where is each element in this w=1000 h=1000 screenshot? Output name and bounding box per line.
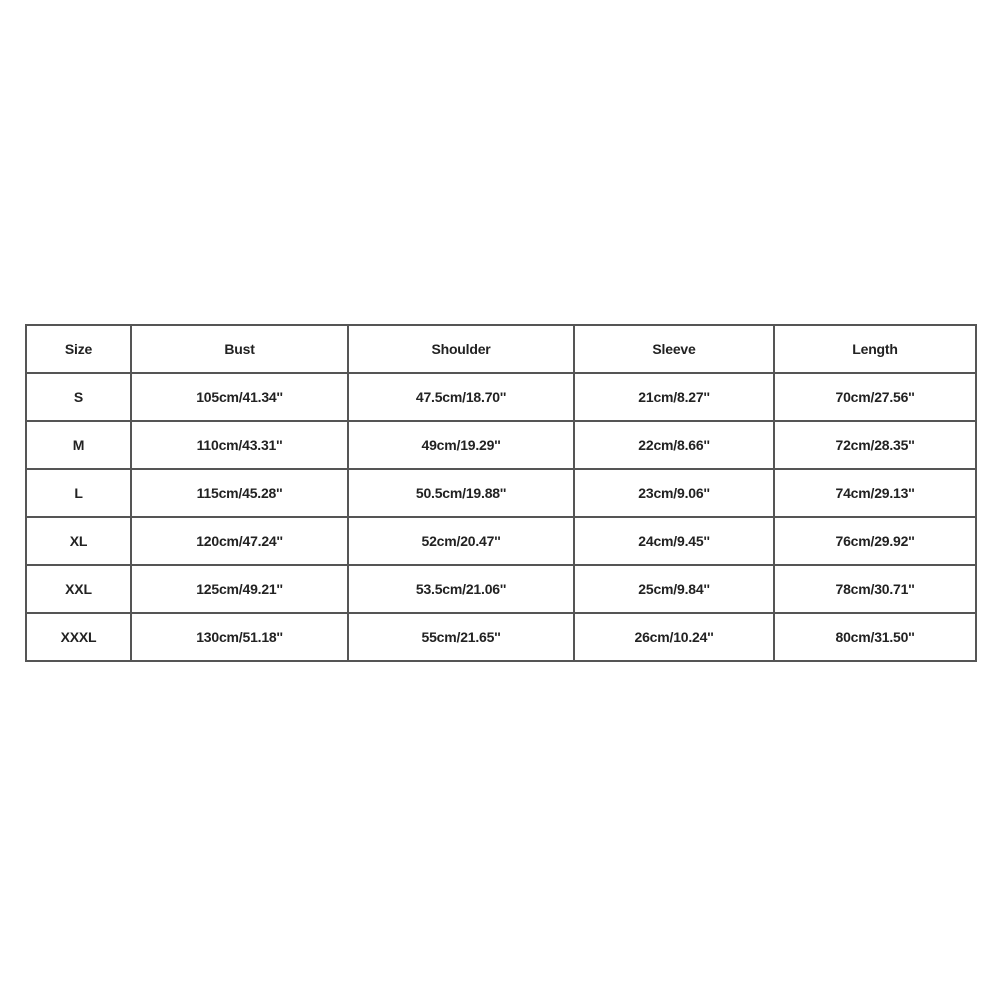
table-row xyxy=(26,565,976,613)
bust-cell: 105cm/41.34'' xyxy=(131,373,348,421)
size-cell: XXXL xyxy=(26,613,131,661)
sleeve-cell: 26cm/10.24'' xyxy=(574,613,774,661)
sleeve-cell: 22cm/8.66'' xyxy=(574,421,774,469)
size-cell: XL xyxy=(26,517,131,565)
table-row xyxy=(26,373,976,421)
column-header-sleeve: Sleeve xyxy=(574,325,774,373)
sleeve-cell: 21cm/8.27'' xyxy=(574,373,774,421)
length-cell: 70cm/27.56'' xyxy=(774,373,976,421)
column-header-bust: Bust xyxy=(131,325,348,373)
size-cell: XXL xyxy=(26,565,131,613)
shoulder-cell: 47.5cm/18.70'' xyxy=(348,373,574,421)
size-cell: S xyxy=(26,373,131,421)
length-cell: 72cm/28.35'' xyxy=(774,421,976,469)
column-header-size: Size xyxy=(26,325,131,373)
table-row xyxy=(26,517,976,565)
length-cell: 80cm/31.50'' xyxy=(774,613,976,661)
sleeve-cell: 25cm/9.84'' xyxy=(574,565,774,613)
bust-cell: 125cm/49.21'' xyxy=(131,565,348,613)
bust-cell: 115cm/45.28'' xyxy=(131,469,348,517)
shoulder-cell: 52cm/20.47'' xyxy=(348,517,574,565)
sleeve-cell: 23cm/9.06'' xyxy=(574,469,774,517)
length-cell: 74cm/29.13'' xyxy=(774,469,976,517)
size-cell: L xyxy=(26,469,131,517)
header-row xyxy=(26,325,976,373)
size-chart-table xyxy=(25,324,977,662)
length-cell: 78cm/30.71'' xyxy=(774,565,976,613)
table-row xyxy=(26,469,976,517)
bust-cell: 130cm/51.18'' xyxy=(131,613,348,661)
sleeve-cell: 24cm/9.45'' xyxy=(574,517,774,565)
shoulder-cell: 53.5cm/21.06'' xyxy=(348,565,574,613)
column-header-length: Length xyxy=(774,325,976,373)
table-row xyxy=(26,421,976,469)
column-header-shoulder: Shoulder xyxy=(348,325,574,373)
size-cell: M xyxy=(26,421,131,469)
bust-cell: 120cm/47.24'' xyxy=(131,517,348,565)
shoulder-cell: 49cm/19.29'' xyxy=(348,421,574,469)
shoulder-cell: 55cm/21.65'' xyxy=(348,613,574,661)
table-row xyxy=(26,613,976,661)
bust-cell: 110cm/43.31'' xyxy=(131,421,348,469)
shoulder-cell: 50.5cm/19.88'' xyxy=(348,469,574,517)
length-cell: 76cm/29.92'' xyxy=(774,517,976,565)
